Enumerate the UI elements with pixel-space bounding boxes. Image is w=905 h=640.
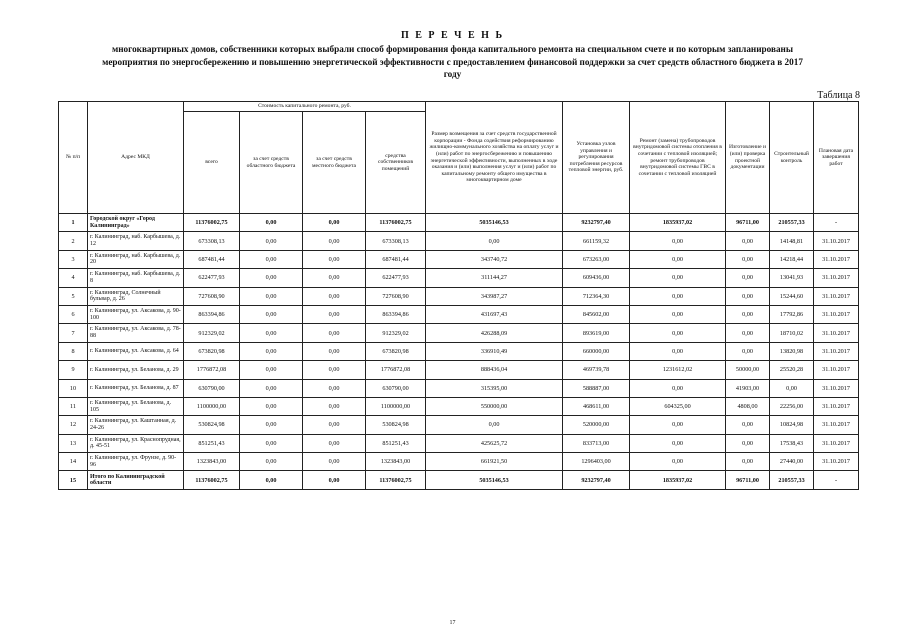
row-control: 17538,43	[770, 434, 814, 452]
row-regional: 0,00	[240, 250, 303, 268]
document-title: П Е Р Е Ч Е Н Ь	[400, 30, 505, 41]
table-row	[59, 324, 859, 342]
table-row	[59, 342, 859, 360]
row-local: 0,00	[303, 342, 366, 360]
row-local: 0,00	[303, 361, 366, 379]
row-number: 10	[59, 379, 88, 397]
header-total: всего	[184, 112, 240, 214]
row-pipes: 0,00	[630, 305, 726, 323]
row-control: 18710,02	[770, 324, 814, 342]
row-design: 0,00	[726, 250, 770, 268]
row-deadline: 31.10.2017	[814, 397, 859, 415]
row-address: г. Калининград, Солнечный бульвар, д. 26	[88, 287, 184, 305]
header-local: за счет средств местного бюджета	[303, 112, 366, 214]
row-number: 3	[59, 250, 88, 268]
row-fund-compensation: 5035146,53	[426, 471, 563, 489]
row-design: 0,00	[726, 324, 770, 342]
row-number: 12	[59, 416, 88, 434]
row-pipes: 0,00	[630, 379, 726, 397]
row-meters: 588887,00	[563, 379, 630, 397]
row-owners: 11376002,75	[366, 471, 426, 489]
row-pipes: 0,00	[630, 287, 726, 305]
table-row	[59, 453, 859, 471]
row-local: 0,00	[303, 453, 366, 471]
row-pipes: 0,00	[630, 250, 726, 268]
row-regional: 0,00	[240, 305, 303, 323]
table-row	[59, 269, 859, 287]
row-total: 11376002,75	[184, 471, 240, 489]
row-total: 11376002,75	[184, 214, 240, 232]
table-row	[59, 379, 859, 397]
row-control: 210557,33	[770, 471, 814, 489]
row-deadline: -	[814, 471, 859, 489]
row-local: 0,00	[303, 214, 366, 232]
row-total: 863394,86	[184, 305, 240, 323]
row-design: 0,00	[726, 453, 770, 471]
row-total: 687481,44	[184, 250, 240, 268]
row-design: 0,00	[726, 287, 770, 305]
row-owners: 1323843,00	[366, 453, 426, 471]
row-number: 6	[59, 305, 88, 323]
row-regional: 0,00	[240, 324, 303, 342]
row-number: 14	[59, 453, 88, 471]
row-pipes: 1231612,02	[630, 361, 726, 379]
row-local: 0,00	[303, 434, 366, 452]
row-total: 530824,98	[184, 416, 240, 434]
row-deadline: 31.10.2017	[814, 379, 859, 397]
row-fund-compensation: 311144,27	[426, 269, 563, 287]
row-meters: 9232797,40	[563, 471, 630, 489]
row-owners: 530824,98	[366, 416, 426, 434]
row-deadline: 31.10.2017	[814, 416, 859, 434]
row-total: 1100000,00	[184, 397, 240, 415]
table-row	[59, 214, 859, 232]
row-meters: 893619,00	[563, 324, 630, 342]
table-body	[59, 214, 859, 490]
row-deadline: 31.10.2017	[814, 232, 859, 250]
row-meters: 833713,00	[563, 434, 630, 452]
header-address: Адрес МКД	[88, 102, 184, 214]
row-address: Итого по Калининградской области	[88, 471, 184, 489]
row-deadline: 31.10.2017	[814, 453, 859, 471]
row-fund-compensation: 0,00	[426, 232, 563, 250]
row-number: 15	[59, 471, 88, 489]
row-owners: 630790,00	[366, 379, 426, 397]
row-total: 1323843,00	[184, 453, 240, 471]
row-design: 0,00	[726, 416, 770, 434]
page-number: 17	[449, 620, 456, 626]
row-number: 5	[59, 287, 88, 305]
row-control: 17792,86	[770, 305, 814, 323]
row-local: 0,00	[303, 471, 366, 489]
row-meters: 661159,32	[563, 232, 630, 250]
row-regional: 0,00	[240, 214, 303, 232]
row-fund-compensation: 0,00	[426, 416, 563, 434]
row-fund-compensation: 550000,00	[426, 397, 563, 415]
row-local: 0,00	[303, 305, 366, 323]
row-number: 11	[59, 397, 88, 415]
row-control: 13041,93	[770, 269, 814, 287]
row-control: 27440,00	[770, 453, 814, 471]
row-owners: 863394,86	[366, 305, 426, 323]
row-meters: 520000,00	[563, 416, 630, 434]
row-owners: 1100000,00	[366, 397, 426, 415]
document-subtitle-line-2: мероприятия по энергосбережению и повышению энергетической эффективности с предоставлением финансовой поддержки за счет средств областного бюджета в 2017	[102, 56, 803, 67]
row-total: 1776872,08	[184, 361, 240, 379]
header-deadline: Плановая дата завершения работ	[814, 102, 859, 214]
row-address: г. Калининград, наб. Карбышева, д. 12	[88, 232, 184, 250]
row-deadline: 31.10.2017	[814, 305, 859, 323]
row-total: 727608,90	[184, 287, 240, 305]
header-control: Строительный контроль	[770, 102, 814, 214]
row-owners: 912329,02	[366, 324, 426, 342]
row-fund-compensation: 5035146,53	[426, 214, 563, 232]
row-fund-compensation: 343740,72	[426, 250, 563, 268]
row-deadline: -	[814, 214, 859, 232]
row-regional: 0,00	[240, 232, 303, 250]
row-address: г. Калининград, ул. Фрунзе, д. 90-96	[88, 453, 184, 471]
row-regional: 0,00	[240, 471, 303, 489]
row-meters: 712364,30	[563, 287, 630, 305]
row-regional: 0,00	[240, 379, 303, 397]
header-fund-compensation: Размер возмещения за счет средств государственной корпорации - Фонда содействия реформированию жилищно-коммунального хозяйства на оплату услуг и (или) работ по энергосбережению и повышению энергетической эффективности, выполненных в ходе оказания и (или) выполнения услуг и (или) работ по капитальному ремонту общего имущества в многоквартирном доме	[426, 102, 563, 214]
row-number: 2	[59, 232, 88, 250]
table-row	[59, 471, 859, 489]
row-number: 4	[59, 269, 88, 287]
row-address: г. Калининград, ул. Аксакова, д. 64	[88, 342, 184, 360]
header-cost-group: Стоимость капитального ремонта, руб.	[184, 102, 426, 112]
row-local: 0,00	[303, 397, 366, 415]
row-regional: 0,00	[240, 342, 303, 360]
table-row	[59, 361, 859, 379]
header-pipes: Ремонт (замена) трубопроводов внутридомовой системы отопления в сочетании с тепловой изоляцией; ремонт трубопроводов внутридомовой системы ГВС в сочетании с тепловой изоляцией	[630, 102, 726, 214]
row-fund-compensation: 888436,04	[426, 361, 563, 379]
row-address: г. Калининград, наб. Карбышева, д. 8	[88, 269, 184, 287]
row-local: 0,00	[303, 379, 366, 397]
row-local: 0,00	[303, 324, 366, 342]
row-fund-compensation: 315395,00	[426, 379, 563, 397]
row-meters: 1296403,00	[563, 453, 630, 471]
row-design: 50000,00	[726, 361, 770, 379]
row-meters: 468611,00	[563, 397, 630, 415]
row-deadline: 31.10.2017	[814, 250, 859, 268]
row-meters: 845602,00	[563, 305, 630, 323]
row-number: 8	[59, 342, 88, 360]
row-address: Городской округ «Город Калининград»	[88, 214, 184, 232]
row-address: г. Калининград, ул. Беланова, д. 29	[88, 361, 184, 379]
row-fund-compensation: 425625,72	[426, 434, 563, 452]
row-address: г. Калининград, наб. Карбышева, д. 20	[88, 250, 184, 268]
row-pipes: 1835937,02	[630, 471, 726, 489]
row-address: г. Калининград, ул. Беланова, д. 87	[88, 379, 184, 397]
row-local: 0,00	[303, 416, 366, 434]
row-address: г. Калининград, ул. Аксакова, д. 78-88	[88, 324, 184, 342]
table-row	[59, 287, 859, 305]
row-design: 0,00	[726, 232, 770, 250]
row-regional: 0,00	[240, 453, 303, 471]
row-total: 851251,43	[184, 434, 240, 452]
row-design: 0,00	[726, 434, 770, 452]
row-local: 0,00	[303, 250, 366, 268]
row-meters: 469739,78	[563, 361, 630, 379]
row-pipes: 0,00	[630, 324, 726, 342]
document-subtitle-line-3: году	[443, 69, 462, 79]
row-owners: 11376002,75	[366, 214, 426, 232]
row-control: 14148,81	[770, 232, 814, 250]
row-owners: 673820,98	[366, 342, 426, 360]
row-design: 4808,00	[726, 397, 770, 415]
row-address: г. Калининград, ул. Беланова, д. 105	[88, 397, 184, 415]
row-pipes: 0,00	[630, 342, 726, 360]
row-deadline: 31.10.2017	[814, 361, 859, 379]
row-total: 912329,02	[184, 324, 240, 342]
row-pipes: 0,00	[630, 232, 726, 250]
row-deadline: 31.10.2017	[814, 269, 859, 287]
row-total: 622477,93	[184, 269, 240, 287]
row-pipes: 0,00	[630, 269, 726, 287]
row-design: 0,00	[726, 305, 770, 323]
row-deadline: 31.10.2017	[814, 342, 859, 360]
row-regional: 0,00	[240, 434, 303, 452]
row-owners: 687481,44	[366, 250, 426, 268]
row-number: 9	[59, 361, 88, 379]
row-regional: 0,00	[240, 269, 303, 287]
row-design: 41903,00	[726, 379, 770, 397]
row-pipes: 0,00	[630, 434, 726, 452]
row-design: 0,00	[726, 269, 770, 287]
row-local: 0,00	[303, 232, 366, 250]
row-fund-compensation: 426288,09	[426, 324, 563, 342]
row-meters: 609436,00	[563, 269, 630, 287]
header-meters: Установка узлов управления и регулирования потребления ресурсов тепловой энергии, руб.	[563, 102, 630, 214]
table-row	[59, 305, 859, 323]
header-num: № п/п	[59, 102, 88, 214]
row-address: г. Калининград, ул. Аксакова, д. 90-100	[88, 305, 184, 323]
row-deadline: 31.10.2017	[814, 434, 859, 452]
row-fund-compensation: 336910,49	[426, 342, 563, 360]
row-fund-compensation: 343987,27	[426, 287, 563, 305]
row-control: 14218,44	[770, 250, 814, 268]
row-owners: 622477,93	[366, 269, 426, 287]
row-number: 7	[59, 324, 88, 342]
row-fund-compensation: 661921,50	[426, 453, 563, 471]
header-design: Изготовление и (или) проверка проектной документации	[726, 102, 770, 214]
row-design: 0,00	[726, 342, 770, 360]
table-row	[59, 397, 859, 415]
row-design: 96711,00	[726, 471, 770, 489]
table-row	[59, 232, 859, 250]
row-design: 96711,00	[726, 214, 770, 232]
row-total: 673308,13	[184, 232, 240, 250]
row-pipes: 604325,00	[630, 397, 726, 415]
row-pipes: 1835937,02	[630, 214, 726, 232]
row-owners: 851251,43	[366, 434, 426, 452]
row-meters: 673263,00	[563, 250, 630, 268]
row-regional: 0,00	[240, 416, 303, 434]
row-owners: 1776872,08	[366, 361, 426, 379]
row-regional: 0,00	[240, 397, 303, 415]
row-local: 0,00	[303, 287, 366, 305]
row-total: 673820,98	[184, 342, 240, 360]
row-meters: 660000,00	[563, 342, 630, 360]
table-row	[59, 434, 859, 452]
row-control: 0,00	[770, 379, 814, 397]
row-pipes: 0,00	[630, 453, 726, 471]
table-name: Таблица 8	[817, 90, 860, 101]
repair-plan-table	[58, 101, 859, 490]
header-owners: средства собственников помещений	[366, 112, 426, 214]
row-control: 25520,28	[770, 361, 814, 379]
row-control: 15244,60	[770, 287, 814, 305]
row-fund-compensation: 431697,43	[426, 305, 563, 323]
row-number: 1	[59, 214, 88, 232]
row-address: г. Калининград, ул. Краснопрудная, д. 45-51	[88, 434, 184, 452]
row-local: 0,00	[303, 269, 366, 287]
table-row	[59, 250, 859, 268]
row-deadline: 31.10.2017	[814, 324, 859, 342]
row-regional: 0,00	[240, 287, 303, 305]
table-row	[59, 416, 859, 434]
row-address: г. Калининград, ул. Каштанная, д. 24-26	[88, 416, 184, 434]
row-meters: 9232797,40	[563, 214, 630, 232]
row-owners: 673308,13	[366, 232, 426, 250]
row-owners: 727608,90	[366, 287, 426, 305]
row-control: 10824,98	[770, 416, 814, 434]
row-deadline: 31.10.2017	[814, 287, 859, 305]
header-regional: за счет средств областного бюджета	[240, 112, 303, 214]
row-regional: 0,00	[240, 361, 303, 379]
row-pipes: 0,00	[630, 416, 726, 434]
row-control: 22256,00	[770, 397, 814, 415]
row-total: 630790,00	[184, 379, 240, 397]
row-control: 210557,33	[770, 214, 814, 232]
document-subtitle-line-1: многоквартирных домов, собственники которых выбрали способ формирования фонда капитального ремонта на специальном счете и по которым запланированы	[111, 44, 794, 54]
row-number: 13	[59, 434, 88, 452]
row-control: 13820,98	[770, 342, 814, 360]
